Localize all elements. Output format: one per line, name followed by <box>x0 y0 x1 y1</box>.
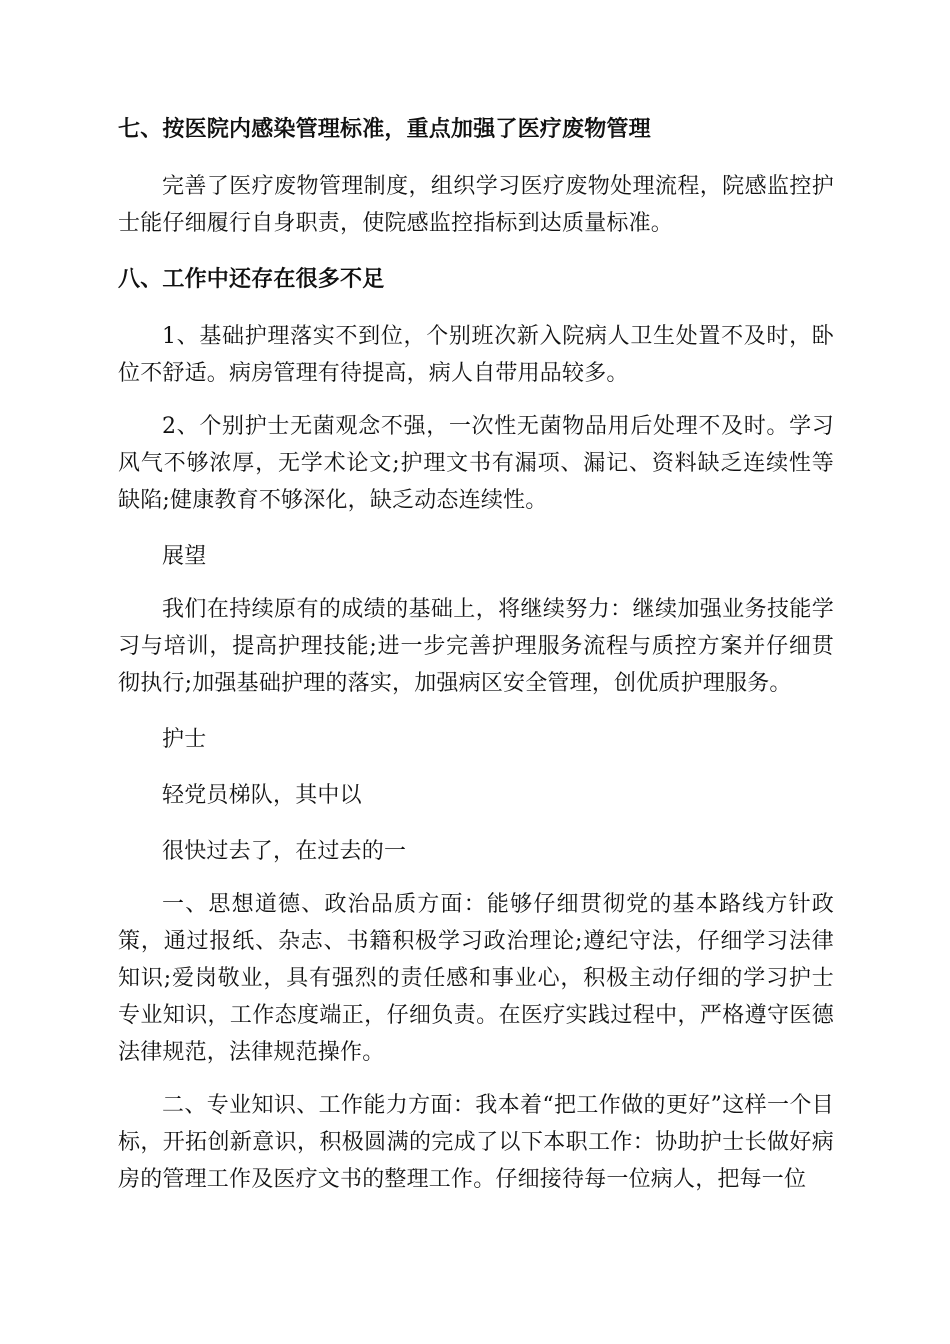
paragraph-outlook-label: 展望 <box>162 544 207 569</box>
paragraph-medical-waste: 完善了医疗废物管理制度，组织学习医疗废物处理流程，院感监控护士能仔细履行自身职责，使院感监控指标到达质量标准。 <box>118 174 834 236</box>
paragraph-nurse-label: 护士 <box>162 727 207 752</box>
paragraph-fragment-2: 很快过去了，在过去的一 <box>162 839 407 864</box>
document-page <box>118 108 834 1214</box>
paragraph-shortcoming-2: 2、个别护士无菌观念不强，一次性无菌物品用后处理不及时。学习风气不够浓厚，无学术论文;护理文书有漏项、漏记、资料缺乏连续性等缺陷;健康教育不够深化，缺乏动态连续性。 <box>118 414 834 513</box>
paragraph-outlook: 我们在持续原有的成绩的基础上，将继续努力：继续加强业务技能学习与培训，提高护理技能;进一步完善护理服务流程与质控方案并仔细贯彻执行;加强基础护理的落实，加强病区安全管理，创优质护理服务。 <box>118 597 834 696</box>
section-heading-7: 七、按医院内感染管理标准，重点加强了医疗废物管理 <box>118 117 651 142</box>
paragraph-fragment-1: 轻党员梯队，其中以 <box>162 783 362 808</box>
paragraph-morality: 一、思想道德、政治品质方面：能够仔细贯彻党的基本路线方针政策，通过报纸、杂志、书籍积极学习政治理论;遵纪守法，仔细学习法律知识;爱岗敬业，具有强烈的责任感和事业心，积极主动仔细的学习护士专业知识，工作态度端正，仔细负责。在医疗实践过程中，严格遵守医德法律规范，法律规范操作。 <box>118 892 834 1065</box>
section-heading-8: 八、工作中还存在很多不足 <box>118 267 385 292</box>
paragraph-professional: 二、专业知识、工作能力方面：我本着“把工作做的更好”这样一个目标，开拓创新意识，积极圆满的完成了以下本职工作：协助护士长做好病房的管理工作及医疗文书的整理工作。仔细接待每一位病人，把每一位 <box>118 1093 834 1192</box>
paragraph-shortcoming-1: 1、基础护理落实不到位，个别班次新入院病人卫生处置不及时，卧位不舒适。病房管理有待提高，病人自带用品较多。 <box>118 324 834 386</box>
